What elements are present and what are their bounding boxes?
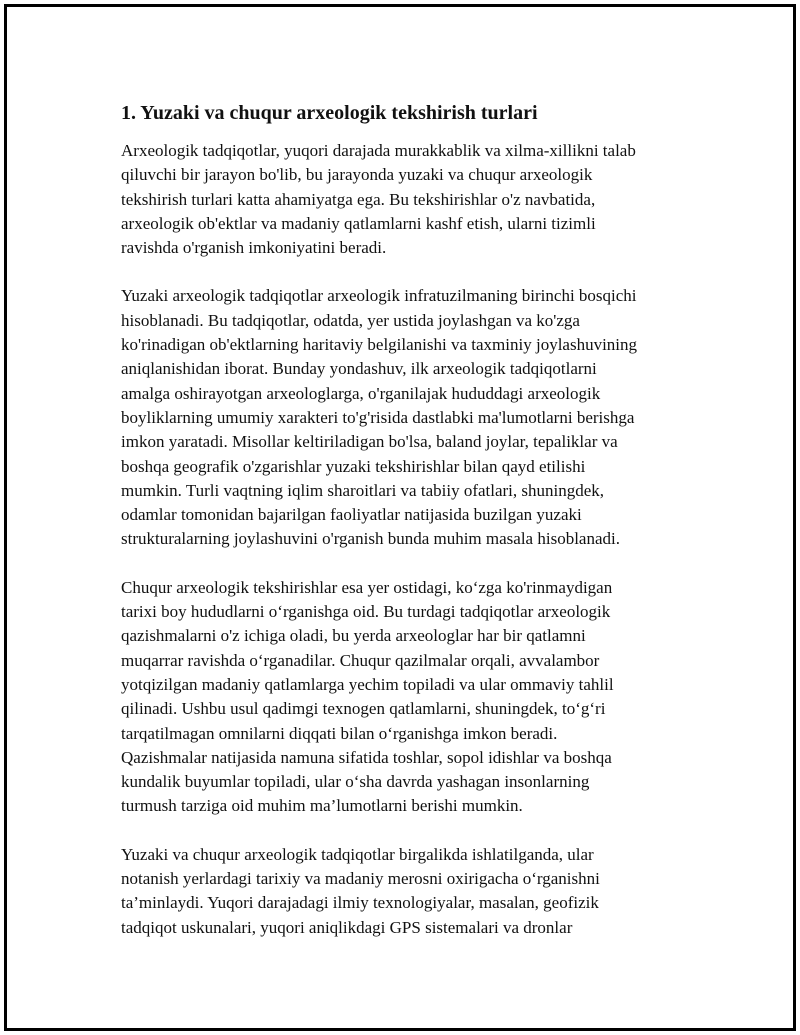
text-line: notanish yerlardagi tarixiy va madaniy merosni oxirigacha o‘rganishni	[121, 869, 600, 889]
text-line: mumkin. Turli vaqtning iqlim sharoitlari va tabiiy ofatlari, shuningdek,	[121, 480, 605, 500]
text-line: Arxeologik tadqiqotlar, yuqori darajada murakkablik va xilma-xillikni talab	[121, 141, 636, 160]
text-line: imkon yaratadi. Misollar keltiriladigan bo'lsa, baland joylar, tepaliklar va	[121, 432, 618, 452]
text-line: tekshirish turlari katta ahamiyatga ega. Bu tekshirishlar o'z navbatida,	[121, 189, 596, 209]
text-line: kundalik buyumlar topiladi, ular o‘sha davrda yashagan insonlarning	[121, 772, 590, 792]
text-line: ta’minlaydi. Yuqori darajadagi ilmiy texnologiyalar, masalan, geofizik	[121, 893, 599, 913]
paragraph-deep-excavation	[121, 576, 691, 819]
text-line: hisoblanadi. Bu tadqiqotlar, odatda, yer ustida joylashgan va ko'zga	[121, 310, 580, 330]
text-line: Chuqur arxeologik tekshirishlar esa yer ostidagi, ko‘zga ko'rinmaydigan	[121, 577, 613, 597]
text-line: qiluvchi bir jarayon bo'lib, bu jarayonda yuzaki va chuqur arxeologik	[121, 165, 593, 185]
text-line: strukturalarning joylashuvini o'rganish bunda muhim masala hisoblanadi.	[121, 529, 620, 549]
text-line: turmush tarziga oid muhim ma’lumotlarni berishi mumkin.	[121, 796, 523, 816]
text-line: tarqatilmagan omnilarni diqqati bilan o‘rganishga imkon beradi.	[121, 723, 558, 743]
text-line: amalga oshirayotgan arxeologlarga, o'rganilajak hududdagi arxeologik	[121, 383, 601, 403]
paragraph-combined-methods	[121, 843, 691, 940]
text-line: tadqiqot uskunalari, yuqori aniqlikdagi GPS sistemalari va dronlar	[121, 917, 573, 937]
text-line: aniqlanishidan iborat. Bunday yondashuv, ilk arxeologik tadqiqotlarni	[121, 359, 597, 379]
text-line: boshqa geografik o'zgarishlar yuzaki tekshirishlar bilan qayd etilishi	[121, 456, 586, 476]
text-line: qazishmalarni o'z ichiga oladi, bu yerda arxeologlar har bir qatlamni	[121, 626, 586, 646]
section-heading: 1. Yuzaki va chuqur arxeologik tekshirish turlari	[121, 102, 538, 124]
text-line: muqarrar ravishda o‘rganadilar. Chuqur qazilmalar orqali, avvalambor	[121, 650, 600, 670]
text-line: tarixi boy hududlarni o‘rganishga oid. Bu turdagi tadqiqotlar arxeologik	[121, 602, 611, 622]
paragraph-intro	[121, 139, 691, 260]
text-line: Yuzaki arxeologik tadqiqotlar arxeologik infratuzilmaning birinchi bosqichi	[121, 286, 637, 306]
paragraph-surface-survey	[121, 284, 691, 551]
text-line: Yuzaki va chuqur arxeologik tadqiqotlar birgalikda ishlatilganda, ular	[121, 844, 594, 864]
text-line: ko'rinadigan ob'ektlarning haritaviy belgilanishi va taxminiy joylashuvining	[121, 335, 638, 355]
text-line: qilinadi. Ushbu usul qadimgi texnogen qatlamlarni, shuningdek, to‘g‘ri	[121, 699, 606, 719]
text-line: ravishda o'rganish imkoniyatini beradi.	[121, 238, 387, 258]
document-body	[121, 100, 691, 964]
text-line: yotqizilgan madaniy qatlamlarga yechim topiladi va ular ommaviy tahlil	[121, 674, 614, 694]
text-line: Qazishmalar natijasida namuna sifatida toshlar, sopol idishlar va boshqa	[121, 747, 612, 767]
text-line: odamlar tomonidan bajarilgan faoliyatlar natijasida buzilgan yuzaki	[121, 505, 582, 525]
text-line: arxeologik ob'ektlar va madaniy qatlamlarni kashf etish, ularni tizimli	[121, 213, 596, 233]
page-frame	[4, 4, 796, 1031]
text-line: boyliklarning umumiy xarakteri to'g'risida dastlabki ma'lumotlarni berishga	[121, 407, 635, 427]
